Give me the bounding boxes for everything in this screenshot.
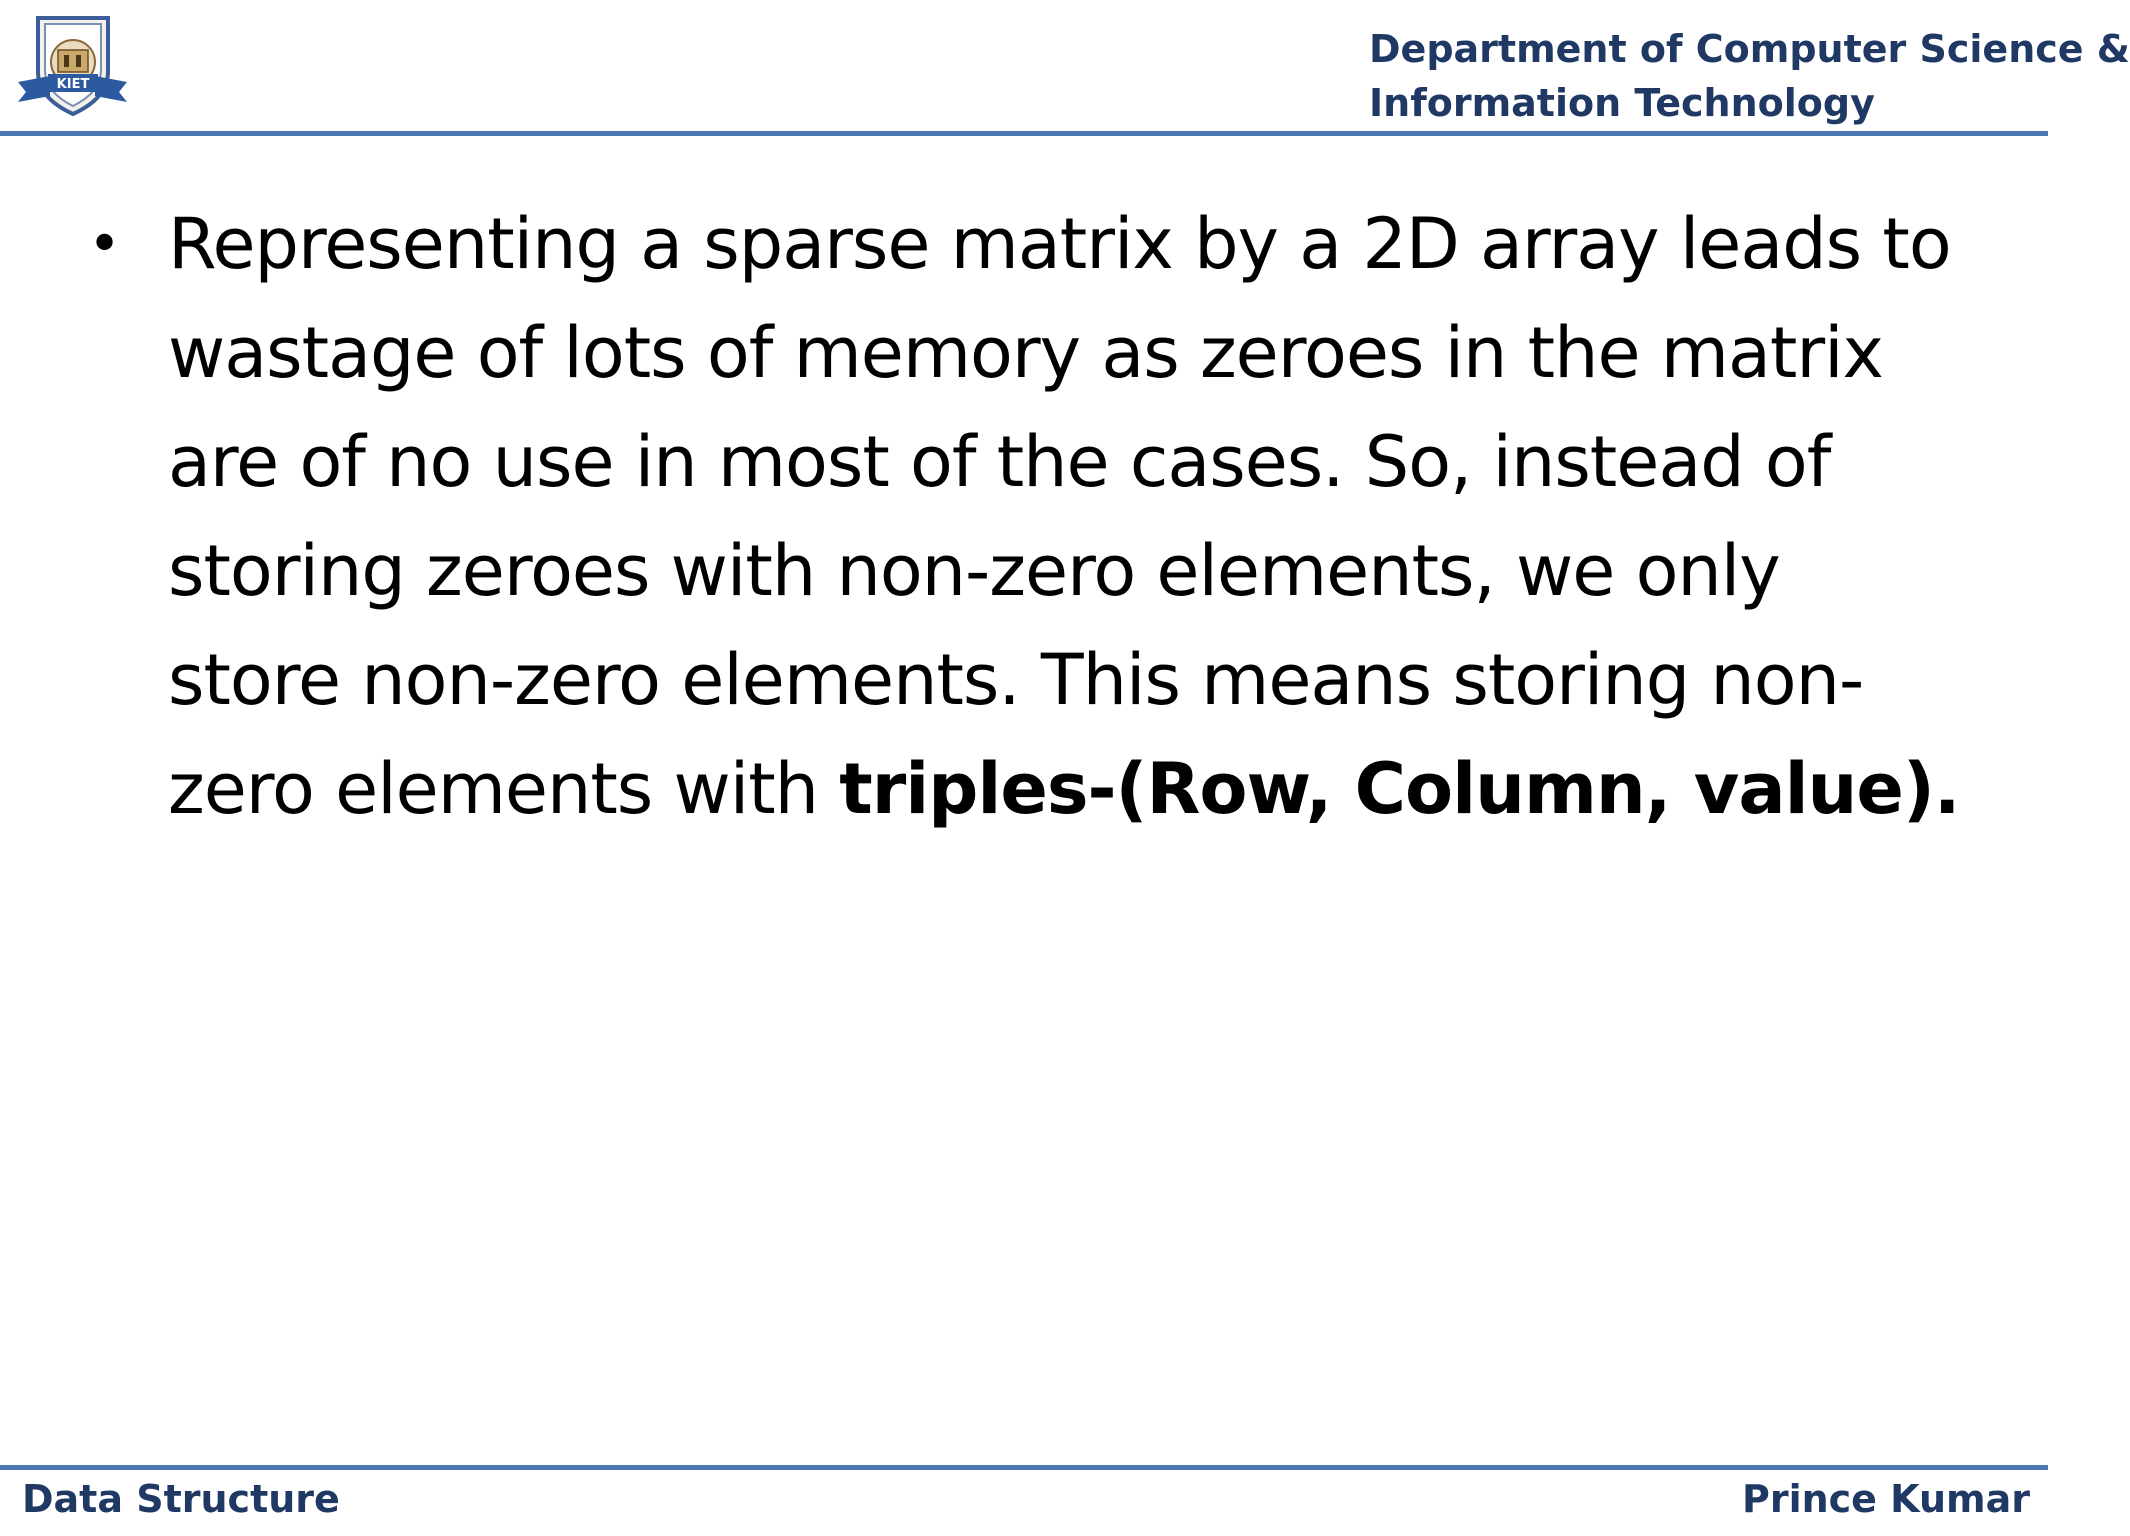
footer-author-name: Prince Kumar xyxy=(1741,1477,2030,1521)
header-divider xyxy=(0,131,2048,136)
svg-text:KIET: KIET xyxy=(56,77,90,92)
department-line-1: Department of Computer Science & xyxy=(1369,27,2130,71)
bullet-text-bold: triples-(Row, Column, value). xyxy=(839,748,1960,830)
department-title xyxy=(1369,22,2130,130)
footer-course-name: Data Structure xyxy=(22,1477,340,1521)
bullet-item xyxy=(88,190,1988,844)
bullet-text xyxy=(168,190,1968,844)
kiet-emblem-icon xyxy=(10,10,135,120)
footer-divider xyxy=(0,1465,2048,1470)
bullet-dot-icon: • xyxy=(88,212,122,277)
department-line-2: Information Technology xyxy=(1369,81,1875,125)
kiet-logo xyxy=(10,10,135,120)
bullet-text-regular: Representing a sparse matrix by a 2D array leads to wastage of lots of memory as zeroes in the matrix are of no use in most of the cases. So, instead of storing zeroes with non-zero elements, we only store non-zero elements. This means storing non-zero elements with xyxy=(168,203,1951,830)
slide-body xyxy=(88,190,1988,844)
